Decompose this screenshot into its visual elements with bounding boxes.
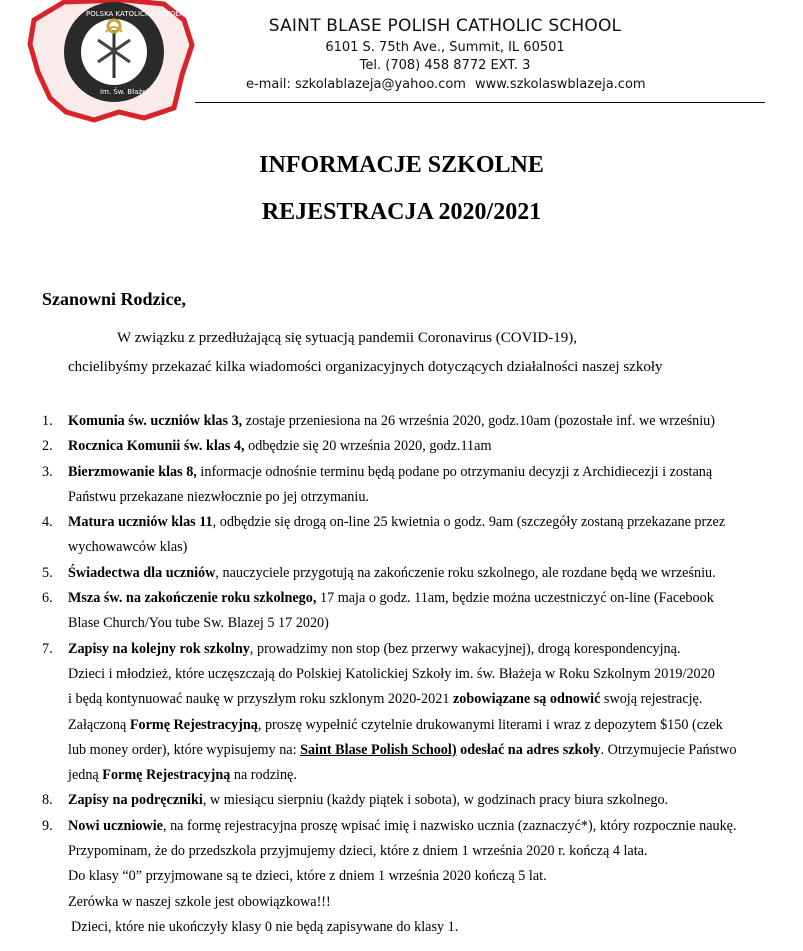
logo-bottom-text: Im. Św. Błażeja (100, 88, 153, 96)
item-heading: Rocznica Komunii św. klas 4, (68, 438, 245, 455)
item-heading: Nowi uczniowie (68, 817, 163, 834)
page-subtitle: REJESTRACJA 2020/2021 (261, 199, 542, 225)
item-continuation: Przypominam, że do przedszkola przyjmujemy dzieci, które z dniem 1 września 2020 r. kończą 4 lata. (68, 843, 648, 860)
list-item (0, 460, 803, 485)
item-continuation: lub money order), które wypisujemy na: Saint Blase Polish School) odesłać na adres szkoły. Otrzymujecie Państwo (68, 741, 737, 758)
item-heading: Bierzmowanie klas 8, (68, 463, 197, 480)
item-continuation: i będą kontynuować naukę w przyszłym roku szklonym 2020-2021 zobowiązane są odnowić swoją rejestrację. (68, 691, 703, 708)
item-continuation: Załączoną Formę Rejestracyjną, proszę wypełnić czytelnie drukowanymi literami i wraz z depozytem $150 (czek (68, 716, 723, 733)
intro-line-2: chcielibyśmy przekazać kilka wiadomości organizacyjnych dotyczących działalności naszej szkoły (68, 359, 663, 375)
list-item (0, 434, 803, 459)
logo-emblem (24, 0, 204, 124)
school-logo (24, 0, 204, 124)
item-heading: Komunia św. uczniów klas 3, (68, 413, 243, 429)
header-divider (195, 102, 765, 103)
item-continuation: Do klasy “0” przyjmowane są te dzieci, które z dniem 1 września 2020 kończą 5 lat. (68, 868, 547, 885)
list-number: 7. (42, 640, 53, 657)
list-item (0, 814, 803, 839)
item-heading: Matura uczniów klas 11 (68, 514, 213, 531)
item-heading: Msza św. na zakończenie roku szkolnego, (68, 590, 317, 607)
item-heading: Zapisy na podręczniki (68, 792, 203, 809)
item-continuation: Państwu przekazane niezwłocznie po jej otrzymaniu. (68, 488, 369, 505)
page-title: INFORMACJE SZKOLNE (259, 152, 544, 178)
item-continuation: wychowawców klas) (68, 539, 188, 556)
list-item (0, 409, 803, 434)
list-item (0, 586, 803, 611)
logo-ring-text: POLSKA KATOLICKA SZKOŁA (86, 10, 185, 18)
list-number: 2. (42, 438, 53, 455)
item-continuation: Dzieci i młodzież, które uczęszczają do Polskiej Katolickiej Szkoły im. św. Błażeja w Roku Szkolnym 2019/2020 (68, 665, 715, 682)
list-number: 1. (42, 413, 53, 429)
item-continuation: Blase Church/You tube Sw. Blazej 5 17 2020) (68, 615, 329, 632)
item-text: odbędzie się 20 września 2020, godz.11am (244, 438, 492, 455)
list-number: 6. (42, 590, 53, 607)
school-address: 6101 S. 75th Ave., Summit, IL 60501 (325, 40, 565, 55)
item-heading: Zapisy na kolejny rok szkolny (68, 640, 250, 657)
school-name: SAINT BLASE POLISH CATHOLIC SCHOOL (268, 16, 622, 36)
item-text: , odbędzie się drogą on-line 25 kwietnia o godz. 9am (szczegóły zostaną przekazane przez (212, 514, 726, 531)
school-phone: Tel. (708) 458 8772 EXT. 3 (359, 58, 531, 73)
list-number: 9. (42, 817, 53, 834)
list-number: 3. (42, 463, 53, 480)
item-text: informacje odnośnie terminu będą podane po otrzymaniu decyzji z Archidiecezji i zostaną (196, 463, 713, 480)
item-continuation: Zerówka w naszej szkole jest obowiązkowa!!! (68, 893, 331, 910)
list-item (0, 510, 803, 535)
item-continuation: Dzieci, które nie ukończyły klasy 0 nie będą zapisywane do klasy 1. (71, 918, 459, 935)
school-website[interactable]: www.szkolaswblazeja.com (475, 77, 646, 92)
item-text: , prowadzimy non stop (bez przerwy wakacyjnej), drogą korespondencyjną. (249, 640, 681, 657)
payee-name: Saint Blase Polish School) (300, 741, 457, 758)
item-heading: Świadectwa dla uczniów (68, 564, 216, 581)
list-number: 8. (42, 792, 53, 809)
list-item (0, 788, 803, 813)
item-text: , nauczyciele przygotują na zakończenie roku szkolnego, ale rozdane będą we wrześniu. (215, 564, 716, 581)
list-item (0, 637, 803, 662)
school-email[interactable]: e-mail: szkolablazeja@yahoo.com (246, 77, 466, 92)
item-text: 17 maja o godz. 11am, będzie można uczestniczyć on-line (Facebook (316, 590, 714, 607)
list-item (0, 561, 803, 586)
item-text: , w miesiącu sierpniu (każdy piątek i sobota), w godzinach pracy biura szkolnego. (202, 792, 669, 809)
announcement-list (0, 409, 803, 940)
item-text: , na formę rejestracyjna proszę wpisać imię i nazwisko ucznia (zaznaczyć*), który rozpocznie naukę. (162, 817, 737, 834)
list-number: 5. (42, 564, 53, 581)
item-continuation: jedną Formę Rejestracyjną na rodzinę. (68, 767, 297, 784)
greeting: Szanowni Rodzice, (42, 289, 186, 309)
item-text: zostaje przeniesiona na 26 września 2020, godz.10am (pozostałe inf. we wrześniu) (242, 413, 715, 429)
intro-line-1: W związku z przedłużającą się sytuacją pandemii Coronavirus (COVID-19), (117, 330, 577, 346)
list-number: 4. (42, 514, 53, 531)
registration-form-label: Formę Rejestracyjną (129, 716, 258, 733)
